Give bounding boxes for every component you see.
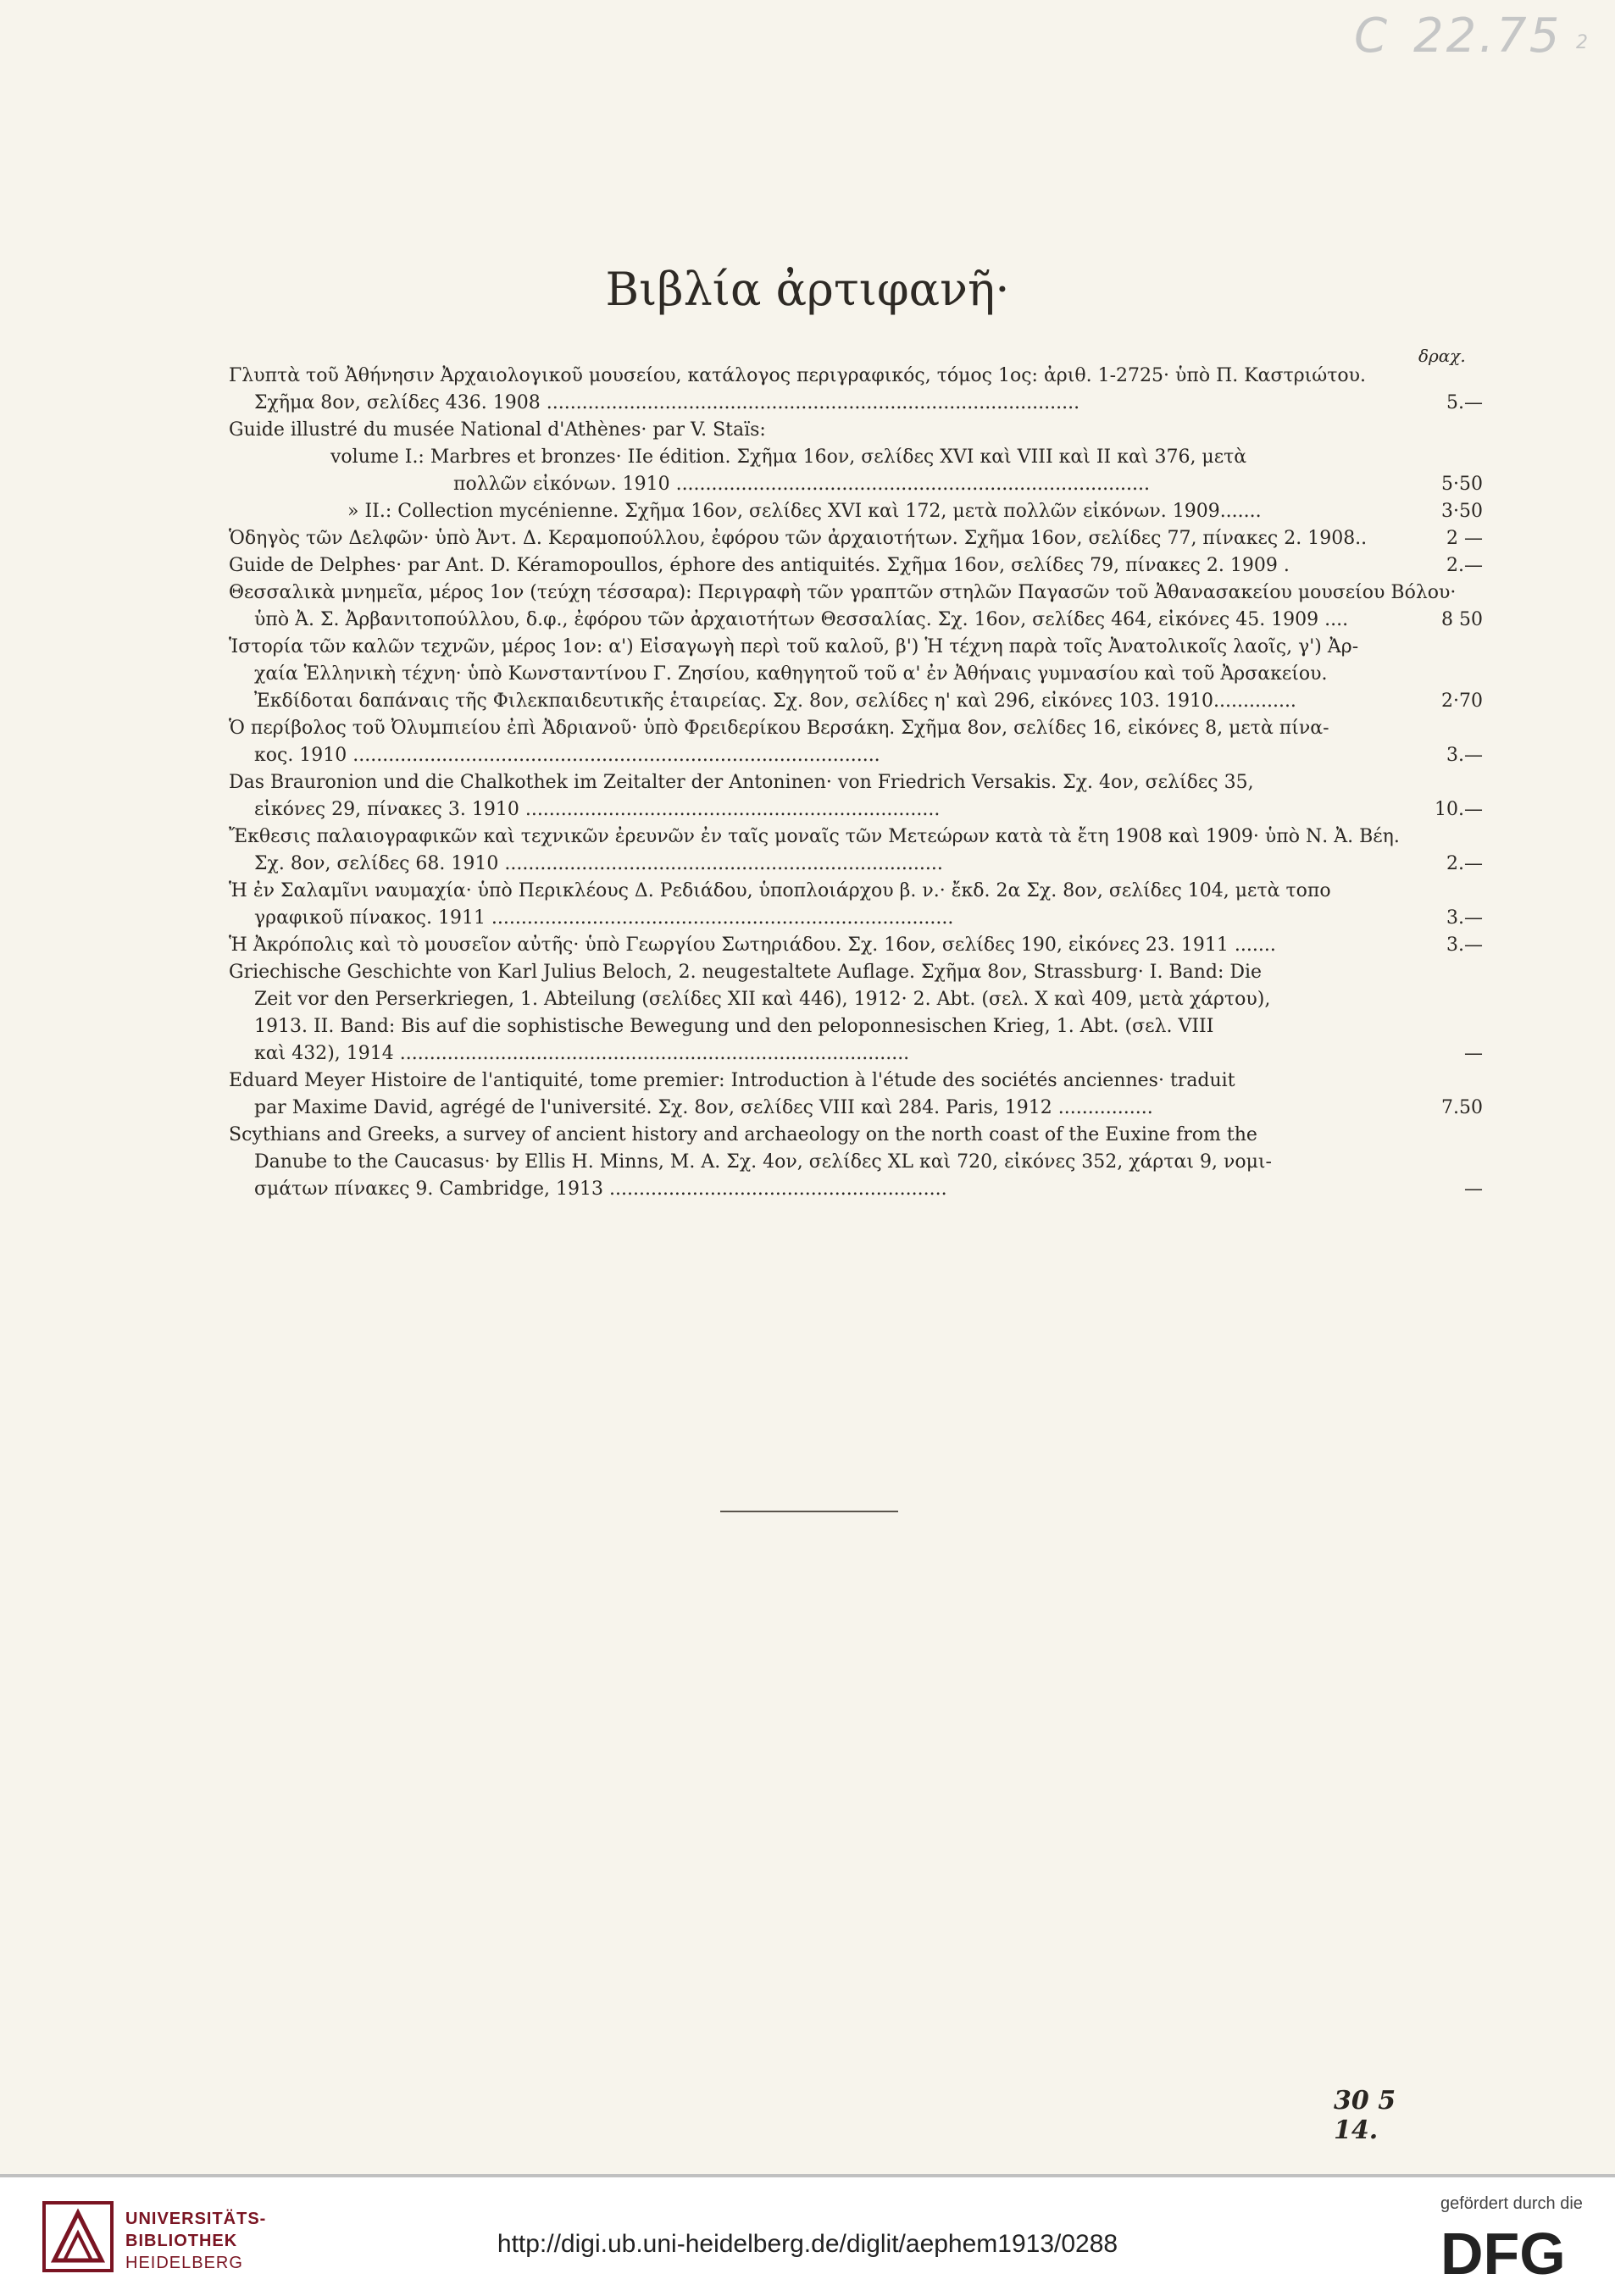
list-item bbox=[229, 878, 1483, 905]
list-item bbox=[229, 661, 1483, 688]
entry-text: Griechische Geschichte von Karl Julius Beloch, 2. neugestaltete Auflage. Σχῆμα 8ον, Strassburg· I. Band: Die bbox=[229, 962, 1263, 983]
list-item bbox=[229, 417, 1483, 444]
library-name-line: BIBLIOTHEK bbox=[125, 2232, 238, 2250]
entry-text: Θεσσαλικὰ μνημεῖα, μέρος 1ον (τεύχη τέσσαρα): Περιγραφὴ τῶν γραπτῶν στηλῶν Παγασῶν τοῦ Ἀθανασακείου μουσείου Βόλου· bbox=[229, 582, 1457, 603]
entry-text: Danube to the Caucasus· by Ellis H. Minns, M. A. Σχ. 4ον, σελίδες XL καὶ 720, εἰκόνες 352, χάρται 9, νομι- bbox=[254, 1151, 1272, 1173]
list-item bbox=[229, 363, 1483, 390]
list-item bbox=[229, 1068, 1483, 1095]
list-item bbox=[229, 715, 1483, 742]
list-item bbox=[229, 742, 1483, 769]
entry-text: Das Brauronion und die Chalkothek im Zeitalter der Antoninen· von Friedrich Versakis. Σχ. 4ον, σελίδες 35, bbox=[229, 772, 1254, 793]
entry-price: 2·70 bbox=[1441, 690, 1483, 712]
library-name-line: UNIVERSITÄTS- bbox=[125, 2210, 267, 2228]
entry-text: Σχ. 8ον, σελίδες 68. 1910 .......................................................................... bbox=[254, 853, 943, 874]
entry-text: κος. 1910 ......................................................................................... bbox=[254, 745, 880, 766]
library-stamp bbox=[1354, 8, 1600, 76]
list-item bbox=[229, 498, 1483, 525]
list-item bbox=[229, 525, 1483, 552]
list-item bbox=[229, 607, 1483, 634]
entry-text: Zeit vor den Perserkriegen, 1. Abteilung (σελίδες XII καὶ 446), 1912· 2. Abt. (σελ. X καὶ 409, μετὰ χάρτου), bbox=[254, 989, 1271, 1010]
stamp-text: C bbox=[1354, 8, 1390, 64]
entry-text: Ἐκδίδοται δαπάναις τῆς Φιλεκπαιδευτικῆς ἑταιρείας. Σχ. 8ον, σελίδες η' καὶ 296, εἰκόνες 103. 1910.............. bbox=[254, 690, 1296, 712]
entry-price: 3.— bbox=[1446, 745, 1483, 766]
entry-price: 2.— bbox=[1446, 555, 1483, 576]
price-column-header: δραχ. bbox=[1418, 346, 1466, 366]
list-item bbox=[229, 688, 1483, 715]
stamp-text: 2 bbox=[1576, 32, 1590, 53]
entry-price: 2.— bbox=[1446, 853, 1483, 874]
entry-text: ὑπὸ Ἀ. Σ. Ἀρβανιτοπούλλου, δ.φ., ἐφόρου τῶν ἀρχαιοτήτων Θεσσαλίας. Σχ. 16ον, σελίδες 464, εἰκόνες 45. 1909 .... bbox=[254, 609, 1349, 630]
entry-text: Eduard Meyer Histoire de l'antiquité, tome premier: Introduction à l'étude des sociétés anciennes· traduit bbox=[229, 1070, 1235, 1091]
entry-text: par Maxime David, agrégé de l'université. Σχ. 8ον, σελίδες VIII καὶ 284. Paris, 1912 ................ bbox=[254, 1097, 1153, 1118]
list-item bbox=[229, 1040, 1483, 1068]
entry-price: 2 — bbox=[1446, 528, 1483, 549]
entry-text: σμάτων πίνακες 9. Cambridge, 1913 ......................................................... bbox=[254, 1179, 947, 1200]
book-list bbox=[229, 363, 1483, 1203]
list-item bbox=[229, 444, 1483, 471]
list-item bbox=[229, 769, 1483, 796]
list-item bbox=[229, 796, 1483, 824]
page-title: Βιβλία ἀρτιφανῆ· bbox=[605, 263, 1010, 316]
entry-text: » II.: Collection mycénienne. Σχῆμα 16ον, σελίδες XVI καὶ 172, μετὰ πολλῶν εἰκόνων. 1909....... bbox=[347, 501, 1262, 522]
entry-text: γραφικοῦ πίνακος. 1911 .............................................................................. bbox=[254, 907, 954, 929]
entry-text: volume I.: Marbres et bronzes· IIe édition. Σχῆμα 16ον, σελίδες XVI καὶ VIII καὶ II καὶ 376, μετὰ bbox=[330, 446, 1247, 468]
entry-text: Ὁδηγὸς τῶν Δελφῶν· ὑπὸ Ἀντ. Δ. Κεραμοπούλλου, ἐφόρου τῶν ἀρχαιοτήτων. Σχῆμα 16ον, σελίδες 77, πίνακες 2. 1908.. bbox=[229, 528, 1368, 549]
list-item bbox=[229, 986, 1483, 1013]
entry-price: 7.50 bbox=[1441, 1097, 1483, 1118]
entry-text: Guide de Delphes· par Ant. D. Kéramopoullos, éphore des antiquités. Σχῆμα 16ον, σελίδες 79, πίνακες 2. 1909 . bbox=[229, 555, 1290, 576]
entry-text: καὶ 432), 1914 ...................................................................................... bbox=[254, 1043, 910, 1064]
entry-price: 10.— bbox=[1435, 799, 1483, 820]
entry-price: 3.— bbox=[1446, 907, 1483, 929]
list-item bbox=[229, 824, 1483, 851]
entry-price: 3.— bbox=[1446, 934, 1483, 956]
list-item bbox=[229, 1122, 1483, 1149]
list-item bbox=[229, 1176, 1483, 1203]
library-name-line: HEIDELBERG bbox=[125, 2254, 243, 2272]
entry-text: πολλῶν εἰκόνων. 1910 ................................................................................ bbox=[453, 474, 1151, 495]
entry-price: 5·50 bbox=[1441, 474, 1483, 495]
list-item bbox=[229, 851, 1483, 878]
list-item bbox=[229, 552, 1483, 580]
list-item bbox=[229, 471, 1483, 498]
entry-text: Ἡ ἐν Σαλαμῖνι ναυμαχία· ὑπὸ Περικλέους Δ. Ρεδιάδου, ὑποπλοιάρχου β. ν.· ἔκδ. 2α Σχ. 8ον, σελίδες 104, μετὰ τοπο bbox=[229, 880, 1331, 901]
list-item bbox=[229, 905, 1483, 932]
entry-text: Ὁ περίβολος τοῦ Ὀλυμπιείου ἐπὶ Ἀδριανοῦ· ὑπὸ Φρειδερίκου Βερσάκη. Σχῆμα 8ον, σελίδες 16, εἰκόνες 8, μετὰ πίνα- bbox=[229, 718, 1329, 739]
entry-text: εἰκόνες 29, πίνακες 3. 1910 ...................................................................... bbox=[254, 799, 941, 820]
list-item bbox=[229, 959, 1483, 986]
entry-text: Ἔκθεσις παλαιογραφικῶν καὶ τεχνικῶν ἐρευνῶν ἐν ταῖς μοναῖς τῶν Μετεώρων κατὰ τὰ ἔτη 1908 καὶ 1909· ὑπὸ Ν. Ἀ. Βέη. bbox=[229, 826, 1400, 847]
list-item bbox=[229, 1013, 1483, 1040]
entry-text: Σχῆμα 8ον, σελίδες 436. 1908 .......................................................................................... bbox=[254, 392, 1080, 413]
entry-text: Ἡ Ἀκρόπολις καὶ τὸ μουσεῖον αὐτῆς· ὑπὸ Γεωργίου Σωτηριάδου. Σχ. 16ον, σελίδες 190, εἰκόνες 23. 1911 ....... bbox=[229, 934, 1276, 956]
entry-text: 1913. II. Band: Bis auf die sophistische Bewegung und den peloponnesischen Krieg, 1. Abt. (σελ. VIII bbox=[254, 1016, 1214, 1037]
page-date: 30 5 14. bbox=[1334, 2086, 1396, 2145]
viewer-footer bbox=[0, 2174, 1615, 2296]
permalink-url[interactable]: http://digi.ub.uni-heidelberg.de/diglit/aephem1913/0288 bbox=[497, 2230, 1118, 2258]
dfg-logo-icon bbox=[1440, 2221, 1593, 2281]
entry-price: — bbox=[1464, 1179, 1483, 1200]
list-item bbox=[229, 580, 1483, 607]
entry-price: 3·50 bbox=[1441, 501, 1483, 522]
list-item bbox=[229, 932, 1483, 959]
stamp-text: 22.75 bbox=[1413, 8, 1562, 64]
entry-text: Ἱστορία τῶν καλῶν τεχνῶν, μέρος 1ον: α') Εἰσαγωγὴ περὶ τοῦ καλοῦ, β') Ἡ τέχνη παρὰ τοῖς Ἀνατολικοῖς λαοῖς, γ') Ἀρ- bbox=[229, 636, 1359, 657]
list-item bbox=[229, 1149, 1483, 1176]
list-item bbox=[229, 390, 1483, 417]
funding-note: gefördert durch die bbox=[1440, 2194, 1583, 2213]
list-item bbox=[229, 1095, 1483, 1122]
entry-text: Scythians and Greeks, a survey of ancient history and archaeology on the north coast of the Euxine from the bbox=[229, 1124, 1257, 1145]
entry-text: Guide illustré du musée National d'Athènes· par V. Staïs: bbox=[229, 419, 766, 441]
entry-text: Γλυπτὰ τοῦ Ἀθήνησιν Ἀρχαιολογικοῦ μουσείου, κατάλογος περιγραφικός, τόμος 1ος: ἀριθ. 1-2725· ὑπὸ Π. Καστριώτου. bbox=[229, 365, 1367, 386]
entry-price: — bbox=[1464, 1043, 1483, 1064]
svg-text:DFG: DFG bbox=[1440, 2221, 1566, 2281]
divider bbox=[720, 1511, 898, 1512]
entry-text: χαία Ἑλληνικὴ τέχνη· ὑπὸ Κωνσταντίνου Γ. Ζησίου, καθηγητοῦ τοῦ α' ἐν Ἀθήναις γυμνασίου καὶ τοῦ Ἀρσακείου. bbox=[254, 663, 1328, 685]
list-item bbox=[229, 634, 1483, 661]
entry-price: 8 50 bbox=[1441, 609, 1483, 630]
entry-price: 5.— bbox=[1446, 392, 1483, 413]
